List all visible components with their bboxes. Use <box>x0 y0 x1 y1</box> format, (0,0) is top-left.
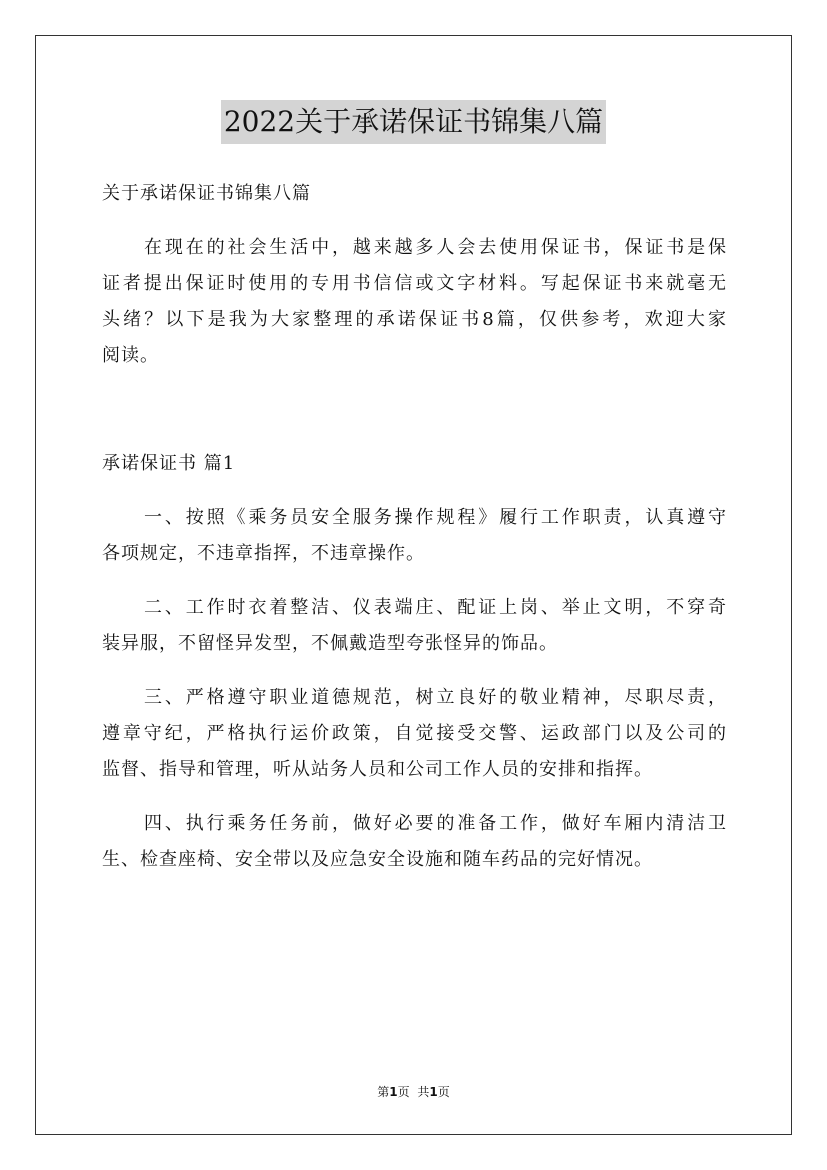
paragraph-line: 证者提出保证时使用的专用书信信或文字材料。写起保证书来就毫无 <box>102 273 726 294</box>
paragraph-line: 三、严格遵守职业道德规范，树立良好的敬业精神，尽职尽责， <box>144 687 726 708</box>
paragraph-line: 监督、指导和管理，听从站务人员和公司工作人员的安排和指挥。 <box>102 759 653 780</box>
section-paragraph <box>102 806 726 878</box>
page-total-count: 1 <box>429 1085 438 1099</box>
paragraph-line: 生、检查座椅、安全带以及应急安全设施和随车药品的完好情况。 <box>102 849 653 870</box>
document-body <box>102 176 726 878</box>
spacer <box>102 212 726 230</box>
spacer <box>102 572 726 590</box>
spacer <box>102 662 726 680</box>
paragraph-line: 在现在的社会生活中，越来越多人会去使用保证书，保证书是保 <box>144 237 726 258</box>
intro-paragraph <box>102 230 726 374</box>
paragraph-line: 二、工作时衣着整洁、仪表端庄、配证上岗、举止文明，不穿奇 <box>144 597 726 618</box>
section-paragraph <box>102 500 726 572</box>
paragraph-line: 装异服，不留怪异发型，不佩戴造型夸张怪异的饰品。 <box>102 633 558 654</box>
page-number-current: 1 <box>389 1085 398 1099</box>
paragraph-line: 阅读。 <box>102 345 159 366</box>
document-subtitle: 关于承诺保证书锦集八篇 <box>102 183 311 204</box>
paragraph-line: 四、执行乘务任务前，做好必要的准备工作，做好车厢内清洁卫 <box>144 813 726 834</box>
page-number-prefix: 第 <box>377 1085 390 1099</box>
section-paragraph <box>102 590 726 662</box>
paragraph-line: 头绪？以下是我为大家整理的承诺保证书8篇，仅供参考，欢迎大家 <box>102 309 726 330</box>
spacer <box>102 788 726 806</box>
section-paragraph <box>102 680 726 788</box>
paragraph-line: 一、按照《乘务员安全服务操作规程》履行工作职责，认真遵守 <box>144 507 726 528</box>
document-title: 2022关于承诺保证书锦集八篇 <box>221 100 606 144</box>
paragraph-line: 各项规定，不违章指挥，不违章操作。 <box>102 543 425 564</box>
spacer <box>102 374 726 446</box>
page-total-prefix: 共 <box>417 1085 430 1099</box>
page-number-suffix: 页 <box>397 1085 410 1099</box>
page-total-suffix: 页 <box>437 1085 450 1099</box>
spacer <box>102 482 726 500</box>
paragraph-line: 遵章守纪，严格执行运价政策，自觉接受交警、运政部门以及公司的 <box>102 723 726 744</box>
section-heading: 承诺保证书 篇1 <box>102 453 236 474</box>
title-container <box>0 100 827 144</box>
page-footer <box>0 1083 827 1101</box>
